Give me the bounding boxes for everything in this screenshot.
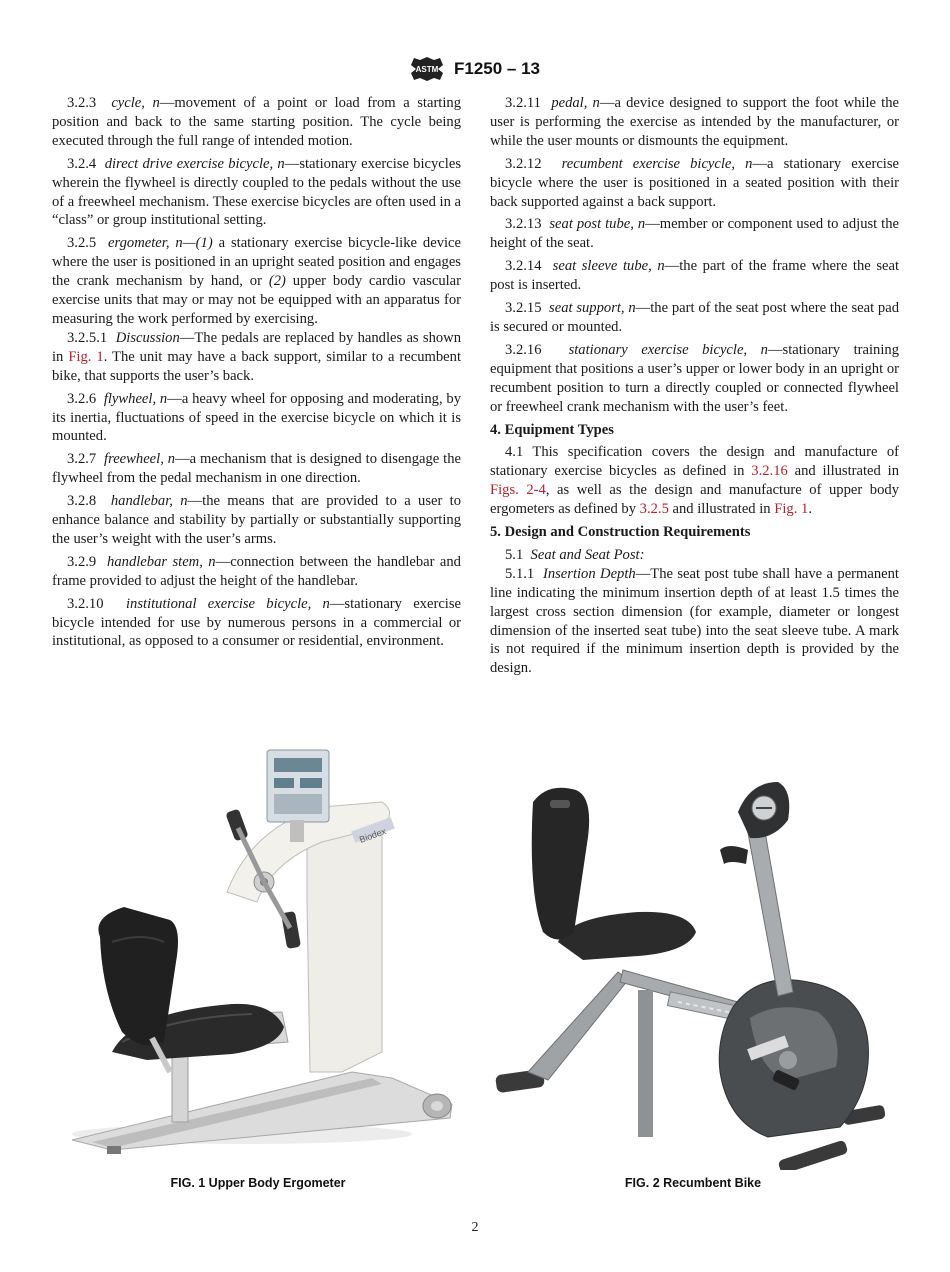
definition-3-2-15: 3.2.15 seat support, n—the part of the seat post where the seat pad is secured or mounted. bbox=[490, 300, 899, 335]
figure-1-image bbox=[52, 742, 464, 1170]
right-column bbox=[490, 94, 899, 682]
definition-3-2-9: 3.2.9 handlebar stem, n—connection between the handlebar and frame provided to adjust the height of the handlebar. bbox=[52, 553, 461, 589]
section-5-heading: 5. Design and Construction Requirements bbox=[490, 524, 751, 541]
upper-body-ergometer-illustration bbox=[52, 742, 464, 1170]
astm-logo-icon bbox=[410, 56, 444, 82]
paragraph-4-1: 4.1 This specification covers the design and manufacture of stationary exercise bicycles as defined in 3.2.16 and illustrated in Figs. 2-4, as well as the design and manufacture of upper body ergometers as defined by 3.2.5 and illustrated in Fig. 1. bbox=[490, 444, 899, 518]
standard-designation: F1250 – 13 bbox=[453, 59, 540, 78]
definition-3-2-5: 3.2.5 ergometer, n—(1) a stationary exercise bicycle-like device where the user is positioned in an upright seated position and engages the crank mechanism by hand, or (2) upper body cardio vascular exercise units that may or may not be equipped with an apparatus for measuring the work performed by exercising. bbox=[52, 235, 462, 327]
figure-2-caption: FIG. 2 Recumbent Bike bbox=[624, 1176, 762, 1190]
section-4-heading: 4. Equipment Types bbox=[490, 421, 614, 438]
ref-3-2-16-link[interactable]: 3.2.16 bbox=[751, 463, 788, 480]
paragraph-5-1: 5.1 Seat and Seat Post: bbox=[505, 546, 645, 563]
ref-3-2-5-link[interactable]: 3.2.5 bbox=[639, 501, 669, 518]
page-number: 2 bbox=[471, 1220, 479, 1235]
figs-2-4-link[interactable]: Figs. 2-4 bbox=[490, 482, 546, 499]
paragraph-5-1-1: 5.1.1 Insertion Depth—The seat post tube shall have a permanent line indicating the minimum insertion depth of at least 1.5 times the largest cross section dimension (for example, diameter or longest dimension of the inserted seat tube) into the seat sleeve tube. A mark is not required if the minimum insertion depth is provided by the design. bbox=[490, 565, 899, 677]
definition-3-2-14: 3.2.14 seat sleeve tube, n—the part of the frame where the seat post is inserted. bbox=[490, 258, 900, 294]
figure-1-caption: FIG. 1 Upper Body Ergometer bbox=[170, 1176, 346, 1190]
discussion-3-2-5-1: 3.2.5.1 Discussion—The pedals are replaced by handles as shown in Fig. 1. The unit may have a back support, similar to a recumbent bike, that supports the user’s back. bbox=[52, 329, 462, 384]
svg-text:Biodex: Biodex bbox=[357, 826, 388, 845]
definition-3-2-13: 3.2.13 seat post tube, n—member or component used to adjust the height of the seat. bbox=[490, 216, 899, 252]
fig1-link[interactable]: Fig. 1 bbox=[68, 348, 104, 365]
page-header bbox=[0, 56, 950, 82]
recumbent-bike-illustration bbox=[488, 742, 898, 1170]
definition-3-2-4: 3.2.4 direct drive exercise bicycle, n—stationary exercise bicycles wherein the flywheel is directly coupled to the pedals without the use of a freewheel mechanism. These exercise bicycles are often used in a “class” or group institutional setting. bbox=[52, 155, 461, 229]
definition-3-2-11: 3.2.11 pedal, n—a device designed to support the foot while the user is performing the exercise as intended by the manufacturer, or while the user mounts or dismounts the equipment. bbox=[490, 95, 900, 149]
definition-3-2-12: 3.2.12 recumbent exercise bicycle, n—a stationary exercise bicycle where the user is positioned in a seated position with their back supported against a back support. bbox=[490, 155, 900, 210]
definition-3-2-16: 3.2.16 stationary exercise bicycle, n—stationary training equipment that positions a user’s upper or lower body in an upright or recumbent position to turn a directly coupled or connected flywheel or freewheel crank mechanism with the user’s feet. bbox=[490, 341, 900, 415]
definition-3-2-8: 3.2.8 handlebar, n—the means that are provided to a user to enhance balance and stability by partially or substantially supporting the user’s weight with the user’s arms. bbox=[52, 493, 462, 547]
fig1-link-2[interactable]: Fig. 1 bbox=[774, 501, 809, 518]
left-column bbox=[52, 94, 461, 655]
svg-text:ASTM: ASTM bbox=[415, 65, 439, 74]
definition-3-2-7: 3.2.7 freewheel, n—a mechanism that is designed to disengage the flywheel from the pedal mechanism in one direction. bbox=[52, 451, 462, 487]
definition-3-2-10: 3.2.10 institutional exercise bicycle, n—stationary exercise bicycle intended for use by numerous persons in a commercial or institutional, as opposed to a consumer or residential, environment. bbox=[52, 595, 462, 650]
definition-3-2-6: 3.2.6 flywheel, n—a heavy wheel for opposing and moderating, by its inertia, fluctuations of speed in the exercise bicycle on which it is mounted. bbox=[52, 390, 461, 445]
definition-3-2-3: 3.2.3 cycle, n—movement of a point or load from a starting position and back to the same starting position. The cycle being executed through the full range of intended motion. bbox=[52, 95, 462, 149]
figure-2-image bbox=[488, 742, 898, 1170]
